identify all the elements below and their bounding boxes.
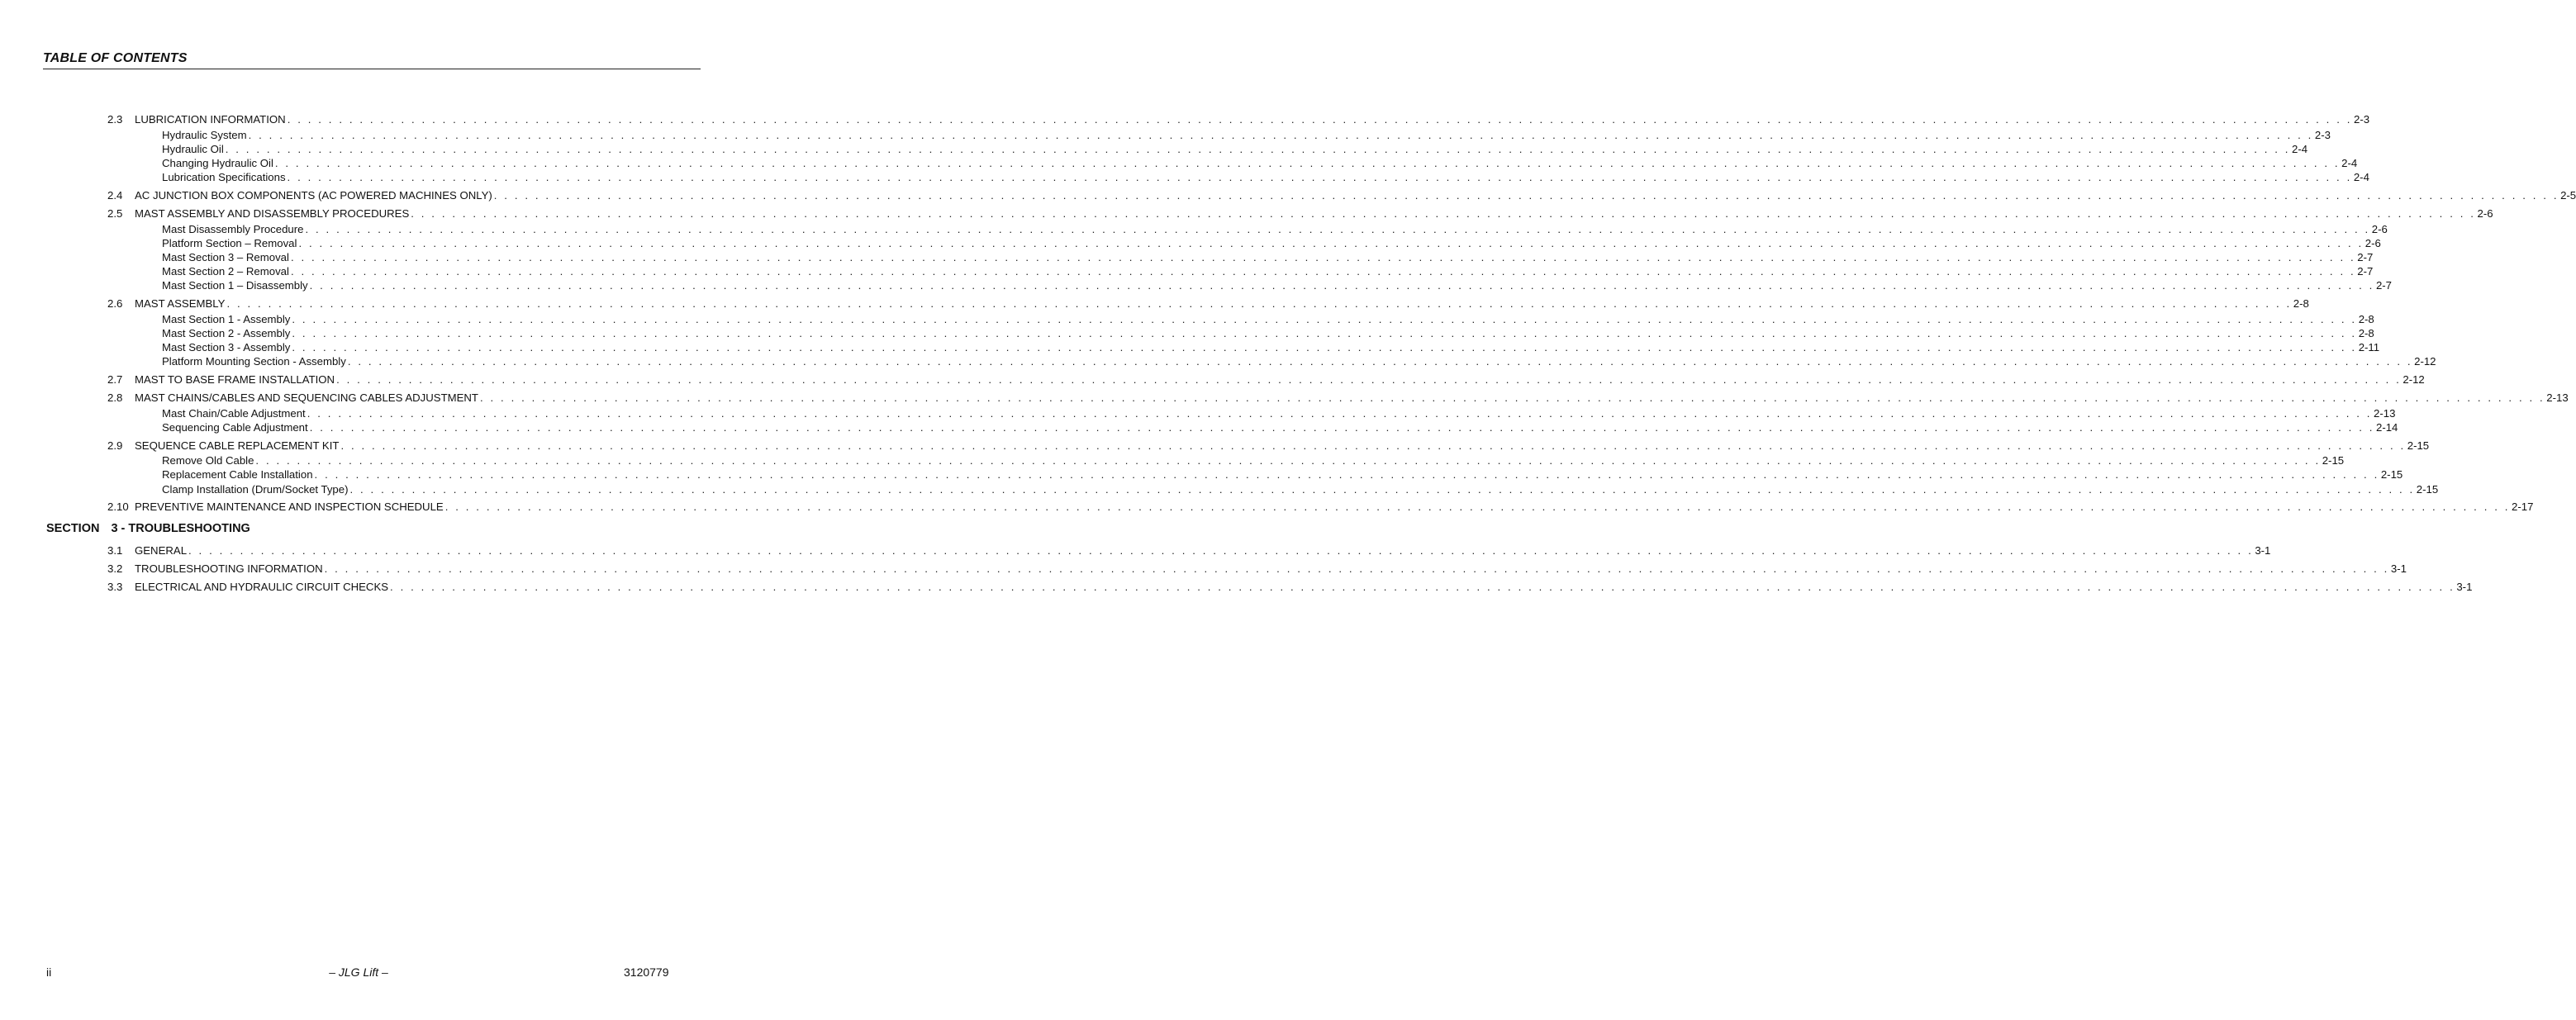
- page-header: [43, 51, 701, 69]
- toc-entry-title: Mast Section 3 – Removal: [162, 251, 289, 263]
- toc-entry-number: 2.8: [107, 391, 123, 404]
- footer-doc-number: 3120779: [624, 965, 669, 979]
- dot-leader: . . . . . . . . . . . . . . . . . . . . . . . . . . . . . . . . . . . . . . . . . . . . . . . . . . . . . . . . . . . . . . . . . . . . . . . . . . . . . . . . . . . . . . . . . . . . . . . . . . . . . . . . . . . . . . . . . . . . . . . . . . . . . . . . . . . . . . . . . . . . . . . . . . . . . . . . . . . . . . . . . . . . . . . . . . . . . . . . . . . . . . . . . . . . . . . . . . . . . . . .: [390, 581, 2455, 593]
- toc-entry[interactable]: [162, 223, 2388, 236]
- toc-entry-page: 2-8: [2293, 297, 2309, 310]
- toc-entry-number: 2.7: [107, 373, 123, 386]
- dot-leader: . . . . . . . . . . . . . . . . . . . . . . . . . . . . . . . . . . . . . . . . . . . . . . . . . . . . . . . . . . . . . . . . . . . . . . . . . . . . . . . . . . . . . . . . . . . . . . . . . . . . . . . . . . . . . . . . . . . . . . . . . . . . . . . . . . . . . . . . . . . . . . . . . . . . . . . . . . . . . . . . . . . . . . . . . . . . . . . . . . . . . . . . . . . . . . . . . . . . . . . .: [479, 391, 2545, 404]
- toc-entry[interactable]: [107, 207, 2493, 221]
- dot-leader: . . . . . . . . . . . . . . . . . . . . . . . . . . . . . . . . . . . . . . . . . . . . . . . . . . . . . . . . . . . . . . . . . . . . . . . . . . . . . . . . . . . . . . . . . . . . . . . . . . . . . . . . . . . . . . . . . . . . . . . . . . . . . . . . . . . . . . . . . . . . . . . . . . . . . . . . . . . . . . . . . . . . . . . . . . . . . . . . . . . . . . . . . . . . . . . . . . . . . . . .: [226, 297, 2292, 310]
- toc-entry-title: Hydraulic System: [162, 129, 247, 141]
- toc-entry[interactable]: [162, 265, 2374, 278]
- toc-entry-title: Remove Old Cable: [162, 454, 254, 467]
- toc-entry-page: 2-4: [2292, 143, 2308, 155]
- toc-entry[interactable]: [107, 297, 2309, 311]
- toc-entry-title: Platform Section – Removal: [162, 237, 297, 249]
- toc-entry-number: 3.2: [107, 562, 123, 575]
- toc-entry-page: 2-8: [2358, 313, 2374, 325]
- toc-entry-page: 2-15: [2322, 454, 2345, 467]
- toc-entry-number: 2.9: [107, 439, 123, 452]
- toc-entry-title: MAST ASSEMBLY AND DISASSEMBLY PROCEDURES: [135, 207, 410, 220]
- toc-entry-title: Clamp Installation (Drum/Socket Type): [162, 483, 349, 496]
- toc-entry-page: 2-8: [2358, 327, 2374, 339]
- dot-leader: . . . . . . . . . . . . . . . . . . . . . . . . . . . . . . . . . . . . . . . . . . . . . . . . . . . . . . . . . . . . . . . . . . . . . . . . . . . . . . . . . . . . . . . . . . . . . . . . . . . . . . . . . . . . . . . . . . . . . . . . . . . . . . . . . . . . . . . . . . . . . . . . . . . . . . . . . . . . . . . . . . . . . . . . . . . . . . . . . . . . . . . . . . . . . . . . . . . . . . . .: [298, 237, 2364, 249]
- toc-entry-title: Mast Section 1 - Assembly: [162, 313, 291, 325]
- dot-leader: . . . . . . . . . . . . . . . . . . . . . . . . . . . . . . . . . . . . . . . . . . . . . . . . . . . . . . . . . . . . . . . . . . . . . . . . . . . . . . . . . . . . . . . . . . . . . . . . . . . . . . . . . . . . . . . . . . . . . . . . . . . . . . . . . . . . . . . . . . . . . . . . . . . . . . . . . . . . . . . . . . . . . . . . . . . . . . . . . . . . . . . . . . . . . . . . . . . . . . . .: [188, 544, 2254, 557]
- toc-entry-page: 2-15: [2407, 439, 2430, 452]
- toc-entry-page: 3-1: [2456, 581, 2473, 593]
- toc-entry[interactable]: [162, 313, 2374, 326]
- toc-entry-title: PREVENTIVE MAINTENANCE AND INSPECTION SCHEDULE: [135, 501, 444, 513]
- toc-entry-page: 2-3: [2353, 113, 2370, 126]
- dot-leader: . . . . . . . . . . . . . . . . . . . . . . . . . . . . . . . . . . . . . . . . . . . . . . . . . . . . . . . . . . . . . . . . . . . . . . . . . . . . . . . . . . . . . . . . . . . . . . . . . . . . . . . . . . . . . . . . . . . . . . . . . . . . . . . . . . . . . . . . . . . . . . . . . . . . . . . . . . . . . . . . . . . . . . . . . . . . . . . . . . . . . . . . . . . . . . . . . . . . . . . .: [314, 468, 2379, 481]
- toc-entry-title: Platform Mounting Section - Assembly: [162, 355, 346, 368]
- toc-entry[interactable]: [162, 468, 2403, 482]
- header-title: TABLE OF CONTENTS: [43, 51, 188, 65]
- dot-leader: . . . . . . . . . . . . . . . . . . . . . . . . . . . . . . . . . . . . . . . . . . . . . . . . . . . . . . . . . . . . . . . . . . . . . . . . . . . . . . . . . . . . . . . . . . . . . . . . . . . . . . . . . . . . . . . . . . . . . . . . . . . . . . . . . . . . . . . . . . . . . . . . . . . . . . . . . . . . . . . . . . . . . . . . . . . . . . . . . . . . . . . . . . . . . . . . . . . . . . . .: [255, 454, 2321, 467]
- dot-leader: . . . . . . . . . . . . . . . . . . . . . . . . . . . . . . . . . . . . . . . . . . . . . . . . . . . . . . . . . . . . . . . . . . . . . . . . . . . . . . . . . . . . . . . . . . . . . . . . . . . . . . . . . . . . . . . . . . . . . . . . . . . . . . . . . . . . . . . . . . . . . . . . . . . . . . . . . . . . . . . . . . . . . . . . . . . . . . . . . . . . . . . . . . . . . . . . . . . . . . . .: [349, 483, 2415, 496]
- toc-entry-page: 2-15: [2380, 468, 2403, 481]
- dot-leader: . . . . . . . . . . . . . . . . . . . . . . . . . . . . . . . . . . . . . . . . . . . . . . . . . . . . . . . . . . . . . . . . . . . . . . . . . . . . . . . . . . . . . . . . . . . . . . . . . . . . . . . . . . . . . . . . . . . . . . . . . . . . . . . . . . . . . . . . . . . . . . . . . . . . . . . . . . . . . . . . . . . . . . . . . . . . . . . . . . . . . . . . . . . . . . . . . . . . . . . .: [305, 223, 2370, 235]
- toc-entry[interactable]: [107, 544, 2271, 557]
- dot-leader: . . . . . . . . . . . . . . . . . . . . . . . . . . . . . . . . . . . . . . . . . . . . . . . . . . . . . . . . . . . . . . . . . . . . . . . . . . . . . . . . . . . . . . . . . . . . . . . . . . . . . . . . . . . . . . . . . . . . . . . . . . . . . . . . . . . . . . . . . . . . . . . . . . . . . . . . . . . . . . . . . . . . . . . . . . . . . . . . . . . . . . . . . . . . . . . . . . . . . . . .: [225, 143, 2291, 155]
- toc-entry-page: 2-7: [2357, 265, 2374, 278]
- toc-entry-number: 2.10: [107, 501, 129, 513]
- toc-entry[interactable]: [162, 355, 2436, 368]
- toc-entry[interactable]: [107, 373, 2425, 387]
- dot-leader: . . . . . . . . . . . . . . . . . . . . . . . . . . . . . . . . . . . . . . . . . . . . . . . . . . . . . . . . . . . . . . . . . . . . . . . . . . . . . . . . . . . . . . . . . . . . . . . . . . . . . . . . . . . . . . . . . . . . . . . . . . . . . . . . . . . . . . . . . . . . . . . . . . . . . . . . . . . . . . . . . . . . . . . . . . . . . . . . . . . . . . . . . . . . . . . . . . . . . . . .: [309, 279, 2374, 292]
- toc-entry-page: 2-6: [2365, 237, 2381, 249]
- dot-leader: . . . . . . . . . . . . . . . . . . . . . . . . . . . . . . . . . . . . . . . . . . . . . . . . . . . . . . . . . . . . . . . . . . . . . . . . . . . . . . . . . . . . . . . . . . . . . . . . . . . . . . . . . . . . . . . . . . . . . . . . . . . . . . . . . . . . . . . . . . . . . . . . . . . . . . . . . . . . . . . . . . . . . . . . . . . . . . . . . . . . . . . . . . . . . . . . . . . . . . . .: [309, 421, 2374, 434]
- toc-entry[interactable]: [107, 189, 2576, 202]
- dot-leader: . . . . . . . . . . . . . . . . . . . . . . . . . . . . . . . . . . . . . . . . . . . . . . . . . . . . . . . . . . . . . . . . . . . . . . . . . . . . . . . . . . . . . . . . . . . . . . . . . . . . . . . . . . . . . . . . . . . . . . . . . . . . . . . . . . . . . . . . . . . . . . . . . . . . . . . . . . . . . . . . . . . . . . . . . . . . . . . . . . . . . . . . . . . . . . . . . . . . . . . .: [290, 251, 2356, 263]
- toc-entry-title: TROUBLESHOOTING INFORMATION: [135, 562, 323, 575]
- toc-entry[interactable]: [162, 341, 2380, 354]
- toc-entry-title: Lubrication Specifications: [162, 171, 286, 183]
- toc-entry-title: Replacement Cable Installation: [162, 468, 313, 481]
- toc-entry-title: Mast Chain/Cable Adjustment: [162, 407, 306, 420]
- toc-entry-number: 3.3: [107, 581, 123, 593]
- toc-entry[interactable]: [162, 483, 2439, 496]
- toc-entry-page: 2-7: [2375, 279, 2392, 292]
- toc-entry-page: 3-1: [2255, 544, 2271, 557]
- toc-entry[interactable]: [162, 143, 2308, 156]
- dot-leader: . . . . . . . . . . . . . . . . . . . . . . . . . . . . . . . . . . . . . . . . . . . . . . . . . . . . . . . . . . . . . . . . . . . . . . . . . . . . . . . . . . . . . . . . . . . . . . . . . . . . . . . . . . . . . . . . . . . . . . . . . . . . . . . . . . . . . . . . . . . . . . . . . . . . . . . . . . . . . . . . . . . . . . . . . . . . . . . . . . . . . . . . . . . . . . . . . . . . . . . .: [290, 265, 2356, 278]
- toc-entry-title: Hydraulic Oil: [162, 143, 224, 155]
- toc-entry-title: AC JUNCTION BOX COMPONENTS (AC POWERED MACHINES ONLY): [135, 189, 492, 202]
- dot-leader: . . . . . . . . . . . . . . . . . . . . . . . . . . . . . . . . . . . . . . . . . . . . . . . . . . . . . . . . . . . . . . . . . . . . . . . . . . . . . . . . . . . . . . . . . . . . . . . . . . . . . . . . . . . . . . . . . . . . . . . . . . . . . . . . . . . . . . . . . . . . . . . . . . . . . . . . . . . . . . . . . . . . . . . . . . . . . . . . . . . . . . . . . . . . . . . . . . . . . . . .: [493, 189, 2559, 202]
- toc-entry[interactable]: [162, 454, 2345, 467]
- toc-entry-title: Mast Section 1 – Disassembly: [162, 279, 308, 292]
- toc-entry-page: 2-12: [2403, 373, 2425, 386]
- section-heading: [46, 522, 250, 535]
- toc-entry-number: 3.1: [107, 544, 123, 557]
- section-title: 3 - TROUBLESHOOTING: [111, 522, 250, 535]
- toc-entry-number: 2.3: [107, 113, 123, 126]
- toc-entry-title: SEQUENCE CABLE REPLACEMENT KIT: [135, 439, 340, 452]
- toc-entry-page: 2-6: [2477, 207, 2493, 220]
- toc-entry-number: 2.5: [107, 207, 123, 220]
- dot-leader: . . . . . . . . . . . . . . . . . . . . . . . . . . . . . . . . . . . . . . . . . . . . . . . . . . . . . . . . . . . . . . . . . . . . . . . . . . . . . . . . . . . . . . . . . . . . . . . . . . . . . . . . . . . . . . . . . . . . . . . . . . . . . . . . . . . . . . . . . . . . . . . . . . . . . . . . . . . . . . . . . . . . . . . . . . . . . . . . . . . . . . . . . . . . . . . . . . . . . . . .: [307, 407, 2373, 420]
- toc-entry-page: 2-13: [2546, 391, 2569, 404]
- toc-entry-title: Mast Disassembly Procedure: [162, 223, 304, 235]
- dot-leader: . . . . . . . . . . . . . . . . . . . . . . . . . . . . . . . . . . . . . . . . . . . . . . . . . . . . . . . . . . . . . . . . . . . . . . . . . . . . . . . . . . . . . . . . . . . . . . . . . . . . . . . . . . . . . . . . . . . . . . . . . . . . . . . . . . . . . . . . . . . . . . . . . . . . . . . . . . . . . . . . . . . . . . . . . . . . . . . . . . . . . . . . . . . . . . . . . . . . . . . .: [287, 113, 2352, 126]
- toc-entry[interactable]: [162, 129, 2331, 142]
- toc-entry[interactable]: [107, 501, 2534, 514]
- dot-leader: . . . . . . . . . . . . . . . . . . . . . . . . . . . . . . . . . . . . . . . . . . . . . . . . . . . . . . . . . . . . . . . . . . . . . . . . . . . . . . . . . . . . . . . . . . . . . . . . . . . . . . . . . . . . . . . . . . . . . . . . . . . . . . . . . . . . . . . . . . . . . . . . . . . . . . . . . . . . . . . . . . . . . . . . . . . . . . . . . . . . . . . . . . . . . . . . . . . . . . . .: [292, 327, 2357, 339]
- toc-entry[interactable]: [162, 279, 2392, 292]
- toc-entry-number: 2.6: [107, 297, 123, 310]
- toc-entry-page: 2-7: [2357, 251, 2374, 263]
- dot-leader: . . . . . . . . . . . . . . . . . . . . . . . . . . . . . . . . . . . . . . . . . . . . . . . . . . . . . . . . . . . . . . . . . . . . . . . . . . . . . . . . . . . . . . . . . . . . . . . . . . . . . . . . . . . . . . . . . . . . . . . . . . . . . . . . . . . . . . . . . . . . . . . . . . . . . . . . . . . . . . . . . . . . . . . . . . . . . . . . . . . . . . . . . . . . . . . . . . . . . . . .: [444, 501, 2511, 513]
- dot-leader: . . . . . . . . . . . . . . . . . . . . . . . . . . . . . . . . . . . . . . . . . . . . . . . . . . . . . . . . . . . . . . . . . . . . . . . . . . . . . . . . . . . . . . . . . . . . . . . . . . . . . . . . . . . . . . . . . . . . . . . . . . . . . . . . . . . . . . . . . . . . . . . . . . . . . . . . . . . . . . . . . . . . . . . . . . . . . . . . . . . . . . . . . . . . . . . . . . . . . . . .: [411, 207, 2476, 220]
- dot-leader: . . . . . . . . . . . . . . . . . . . . . . . . . . . . . . . . . . . . . . . . . . . . . . . . . . . . . . . . . . . . . . . . . . . . . . . . . . . . . . . . . . . . . . . . . . . . . . . . . . . . . . . . . . . . . . . . . . . . . . . . . . . . . . . . . . . . . . . . . . . . . . . . . . . . . . . . . . . . . . . . . . . . . . . . . . . . . . . . . . . . . . . . . . . . . . . . . . . . . . . .: [292, 341, 2357, 353]
- toc-entry-title: GENERAL: [135, 544, 188, 557]
- toc-entry-title: MAST ASSEMBLY: [135, 297, 226, 310]
- toc-entry[interactable]: [107, 391, 2569, 405]
- toc-entry-page: 2-12: [2414, 355, 2436, 368]
- toc-entry[interactable]: [162, 421, 2398, 434]
- dot-leader: . . . . . . . . . . . . . . . . . . . . . . . . . . . . . . . . . . . . . . . . . . . . . . . . . . . . . . . . . . . . . . . . . . . . . . . . . . . . . . . . . . . . . . . . . . . . . . . . . . . . . . . . . . . . . . . . . . . . . . . . . . . . . . . . . . . . . . . . . . . . . . . . . . . . . . . . . . . . . . . . . . . . . . . . . . . . . . . . . . . . . . . . . . . . . . . . . . . . . . . .: [324, 562, 2389, 575]
- footer-page-number: ii: [46, 965, 52, 979]
- toc-entry[interactable]: [107, 581, 2473, 594]
- toc-entry-number: 2.4: [107, 189, 123, 202]
- toc-entry[interactable]: [162, 171, 2369, 184]
- toc-entry[interactable]: [162, 407, 2396, 420]
- toc-entry-page: 2-13: [2374, 407, 2396, 420]
- toc-entry-page: 2-11: [2358, 341, 2380, 353]
- toc-entry[interactable]: [162, 237, 2381, 250]
- toc-entry[interactable]: [107, 562, 2407, 576]
- dot-leader: . . . . . . . . . . . . . . . . . . . . . . . . . . . . . . . . . . . . . . . . . . . . . . . . . . . . . . . . . . . . . . . . . . . . . . . . . . . . . . . . . . . . . . . . . . . . . . . . . . . . . . . . . . . . . . . . . . . . . . . . . . . . . . . . . . . . . . . . . . . . . . . . . . . . . . . . . . . . . . . . . . . . . . . . . . . . . . . . . . . . . . . . . . . . . . . . . . . . . . . .: [347, 355, 2413, 368]
- dot-leader: . . . . . . . . . . . . . . . . . . . . . . . . . . . . . . . . . . . . . . . . . . . . . . . . . . . . . . . . . . . . . . . . . . . . . . . . . . . . . . . . . . . . . . . . . . . . . . . . . . . . . . . . . . . . . . . . . . . . . . . . . . . . . . . . . . . . . . . . . . . . . . . . . . . . . . . . . . . . . . . . . . . . . . . . . . . . . . . . . . . . . . . . . . . . . . . . . . . . . . . .: [287, 171, 2352, 183]
- toc-entry[interactable]: [162, 157, 2358, 170]
- toc-entry-title: Mast Section 2 - Assembly: [162, 327, 291, 339]
- toc-entry-page: 2-4: [2353, 171, 2369, 183]
- toc-entry-page: 2-6: [2371, 223, 2388, 235]
- toc-entry-title: LUBRICATION INFORMATION: [135, 113, 286, 126]
- toc-entry[interactable]: [162, 327, 2374, 340]
- toc-entry-title: MAST CHAINS/CABLES AND SEQUENCING CABLES ADJUSTMENT: [135, 391, 478, 404]
- toc-entry-title: MAST TO BASE FRAME INSTALLATION: [135, 373, 335, 386]
- toc-entry[interactable]: [107, 113, 2370, 126]
- toc-entry-page: 2-17: [2512, 501, 2534, 513]
- toc-entry-page: 3-1: [2390, 562, 2407, 575]
- section-label: SECTION: [46, 522, 100, 535]
- toc-entry-page: 2-15: [2416, 483, 2439, 496]
- dot-leader: . . . . . . . . . . . . . . . . . . . . . . . . . . . . . . . . . . . . . . . . . . . . . . . . . . . . . . . . . . . . . . . . . . . . . . . . . . . . . . . . . . . . . . . . . . . . . . . . . . . . . . . . . . . . . . . . . . . . . . . . . . . . . . . . . . . . . . . . . . . . . . . . . . . . . . . . . . . . . . . . . . . . . . . . . . . . . . . . . . . . . . . . . . . . . . . . . . . . . . . .: [274, 157, 2341, 169]
- toc-entry[interactable]: [162, 251, 2374, 264]
- toc-entry-title: Changing Hydraulic Oil: [162, 157, 273, 169]
- toc-entry-title: ELECTRICAL AND HYDRAULIC CIRCUIT CHECKS: [135, 581, 389, 593]
- toc-entry[interactable]: [107, 439, 2430, 453]
- toc-entry-page: 2-5: [2560, 189, 2576, 202]
- toc-entry-page: 2-14: [2375, 421, 2398, 434]
- dot-leader: . . . . . . . . . . . . . . . . . . . . . . . . . . . . . . . . . . . . . . . . . . . . . . . . . . . . . . . . . . . . . . . . . . . . . . . . . . . . . . . . . . . . . . . . . . . . . . . . . . . . . . . . . . . . . . . . . . . . . . . . . . . . . . . . . . . . . . . . . . . . . . . . . . . . . . . . . . . . . . . . . . . . . . . . . . . . . . . . . . . . . . . . . . . . . . . . . . . . . . . .: [292, 313, 2357, 325]
- dot-leader: . . . . . . . . . . . . . . . . . . . . . . . . . . . . . . . . . . . . . . . . . . . . . . . . . . . . . . . . . . . . . . . . . . . . . . . . . . . . . . . . . . . . . . . . . . . . . . . . . . . . . . . . . . . . . . . . . . . . . . . . . . . . . . . . . . . . . . . . . . . . . . . . . . . . . . . . . . . . . . . . . . . . . . . . . . . . . . . . . . . . . . . . . . . . . . . . . . . . . . . .: [340, 439, 2406, 452]
- dot-leader: . . . . . . . . . . . . . . . . . . . . . . . . . . . . . . . . . . . . . . . . . . . . . . . . . . . . . . . . . . . . . . . . . . . . . . . . . . . . . . . . . . . . . . . . . . . . . . . . . . . . . . . . . . . . . . . . . . . . . . . . . . . . . . . . . . . . . . . . . . . . . . . . . . . . . . . . . . . . . . . . . . . . . . . . . . . . . . . . . . . . . . . . . . . . . . . . . . . . . . . .: [248, 129, 2313, 141]
- toc-entry-page: 2-3: [2314, 129, 2331, 141]
- dot-leader: . . . . . . . . . . . . . . . . . . . . . . . . . . . . . . . . . . . . . . . . . . . . . . . . . . . . . . . . . . . . . . . . . . . . . . . . . . . . . . . . . . . . . . . . . . . . . . . . . . . . . . . . . . . . . . . . . . . . . . . . . . . . . . . . . . . . . . . . . . . . . . . . . . . . . . . . . . . . . . . . . . . . . . . . . . . . . . . . . . . . . . . . . . . . . . . . . . . . . . . .: [336, 373, 2402, 386]
- footer-center-text: – JLG Lift –: [329, 965, 388, 979]
- toc-entry-page: 2-4: [2341, 157, 2358, 169]
- toc-entry-title: Mast Section 2 – Removal: [162, 265, 289, 278]
- toc-entry-title: Sequencing Cable Adjustment: [162, 421, 308, 434]
- toc-entry-title: Mast Section 3 - Assembly: [162, 341, 291, 353]
